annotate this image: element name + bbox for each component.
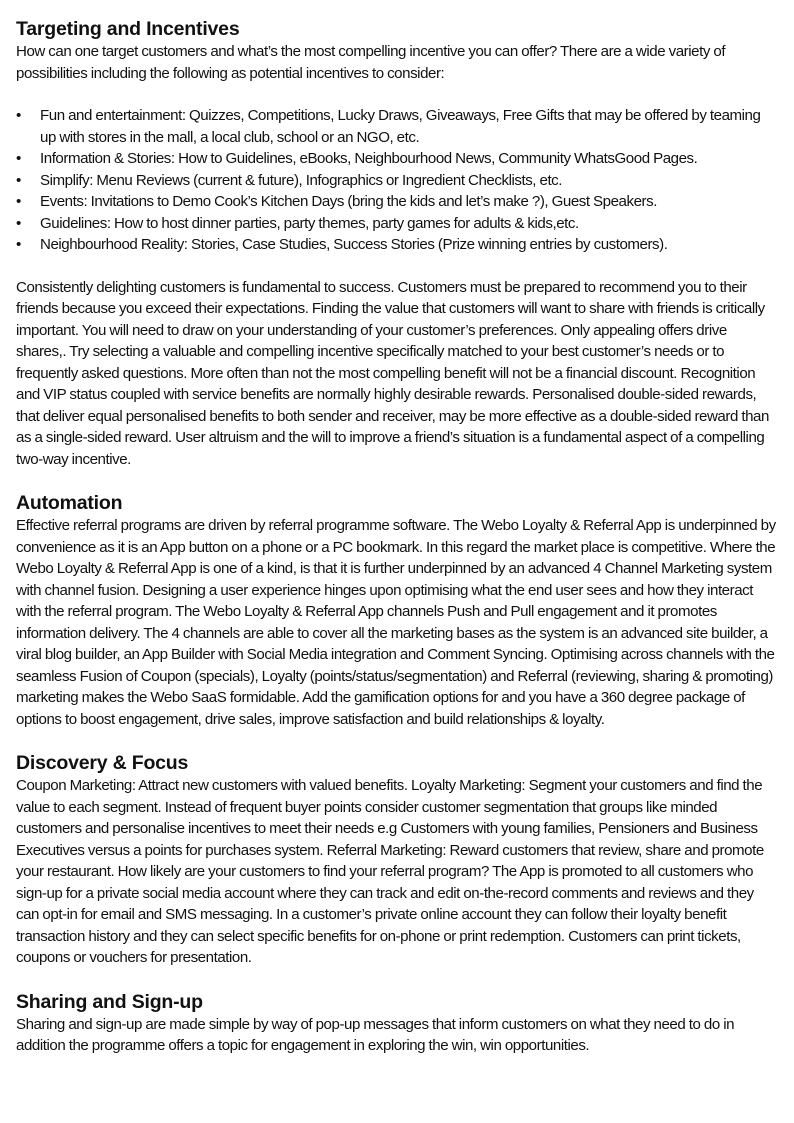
bullet-icon: • — [16, 171, 21, 189]
list-item — [16, 191, 778, 213]
list-item — [16, 105, 778, 148]
section-targeting-incentives — [16, 18, 778, 470]
body-paragraph: Sharing and sign-up are made simple by way of pop-up messages that inform customers on what they need to do in addition the programme offers a topic for engagement in exploring the win, win opportunities. — [16, 1015, 735, 1054]
section-sharing-signup — [16, 991, 778, 1057]
list-item — [16, 234, 778, 256]
list-item-text: Simplify: Menu Reviews (current & future), Infographics or Ingredient Checklists, etc. — [40, 171, 563, 189]
intro-paragraph: How can one target customers and what’s the most compelling incentive you can offer? There are a wide variety of possibilities including the following as potential incentives to consider: — [16, 43, 726, 82]
body-paragraph: Coupon Marketing: Attract new customers with valued benefits. Loyalty Marketing: Segment your customers and find the value to each segment. Instead of frequent buyer points consider customer segmentation that groups like minded customers and personalise incentives to meet their needs e.g Customers with young families, Pensioners and Business Executives versus a points for purchases system. Referral Marketing: Reward customers that review, share and promote your restaurant. How likely are your customers to find your referral program? The App is promoted to all customers who sign-up for a private social media account where they can track and edit on-the-record comments and reviews and they can opt-in for email and SMS messaging. In a customer’s private online account they can follow their loyalty benefit transaction history and they can select specific benefits for on-phone or print redemption. Customers can print tickets, coupons or vouchers for presentation. — [16, 777, 764, 966]
list-item-text: Neighbourhood Reality: Stories, Case Studies, Success Stories (Prize winning entries by customers). — [40, 236, 668, 253]
bullet-icon: • — [16, 193, 21, 210]
document-page — [16, 18, 778, 1057]
list-item-text: Events: Invitations to Demo Cook’s Kitchen Days (bring the kids and let’s make ?), Guest Speakers. — [40, 193, 657, 210]
bullet-icon: • — [16, 107, 21, 124]
section-heading: Sharing and Sign-up — [16, 990, 203, 1013]
list-item-text: Guidelines: How to host dinner parties, party themes, party games for adults & kids,etc. — [40, 214, 579, 232]
section-automation — [16, 492, 778, 730]
bullet-icon: • — [16, 150, 21, 167]
incentive-list — [16, 105, 778, 256]
list-item — [16, 170, 778, 192]
list-item-text: Fun and entertainment: Quizzes, Competitions, Lucky Draws, Giveaways, Free Gifts that may be offered by teaming up with stores in the mall, a local club, school or an NGO, etc. — [40, 107, 761, 146]
bullet-icon: • — [16, 214, 21, 232]
list-item — [16, 213, 778, 235]
list-item — [16, 148, 778, 170]
list-item-text: Information & Stories: How to Guidelines, eBooks, Neighbourhood News, Community WhatsGood Pages. — [40, 150, 698, 167]
body-paragraph: Effective referral programs are driven by referral programme software. The Webo Loyalty & Referral App is underpinned by convenience as it is an App button on a phone or a PC bookmark. In this regard the market place is competitive. Where the Webo Loyalty & Referral App is one of a kind, is that it is further underpinned by an advanced 4 Channel Marketing system with channel fusion. Designing a user experience hinges upon optimising what the end user sees and how they interact with the referral program. The Webo Loyalty & Referral App channels Push and Pull engagement and it promotes information delivery. The 4 channels are able to cover all the marketing bases as the system is an advanced site builder, a viral blog builder, an App Builder with Social Media integration and Comment Syncing. Optimising across channels with the seamless Fusion of Coupon (specials), Loyalty (points/status/segmentation) and Referral (reviewing, sharing & promoting) marketing makes the Webo SaaS formidable. Add the gamification options for and you have a 360 degree package of options to boost engagement, drive sales, improve satisfaction and build relationships & loyalty. — [16, 517, 776, 728]
section-heading: Automation — [16, 492, 123, 514]
bullet-icon: • — [16, 236, 21, 253]
section-discovery-focus — [16, 752, 778, 969]
section-heading: Discovery & Focus — [16, 752, 189, 774]
body-paragraph: Consistently delighting customers is fundamental to success. Customers must be prepared to recommend you to their friends because you exceed their expectations. Finding the value that customers will want to share with friends is critically important. You will need to draw on your understanding of your customer’s preferences. Only appealing offers drive shares,. Try selecting a valuable and compelling incentive specifically matched to your best customer’s needs or to frequently asked questions. More often than not the most compelling benefit will not be a financial discount. Recognition and VIP status coupled with service benefits are normally highly desirable rewards. Personalised double-sided rewards, that deliver equal personalised benefits to both sender and receiver, may be more effective as a double-sided reward than as a single-sided reward. User altruism and the will to improve a friend’s situation is a fundamental aspect of a compelling two-way incentive. — [16, 278, 769, 468]
section-heading: Targeting and Incentives — [16, 18, 240, 40]
